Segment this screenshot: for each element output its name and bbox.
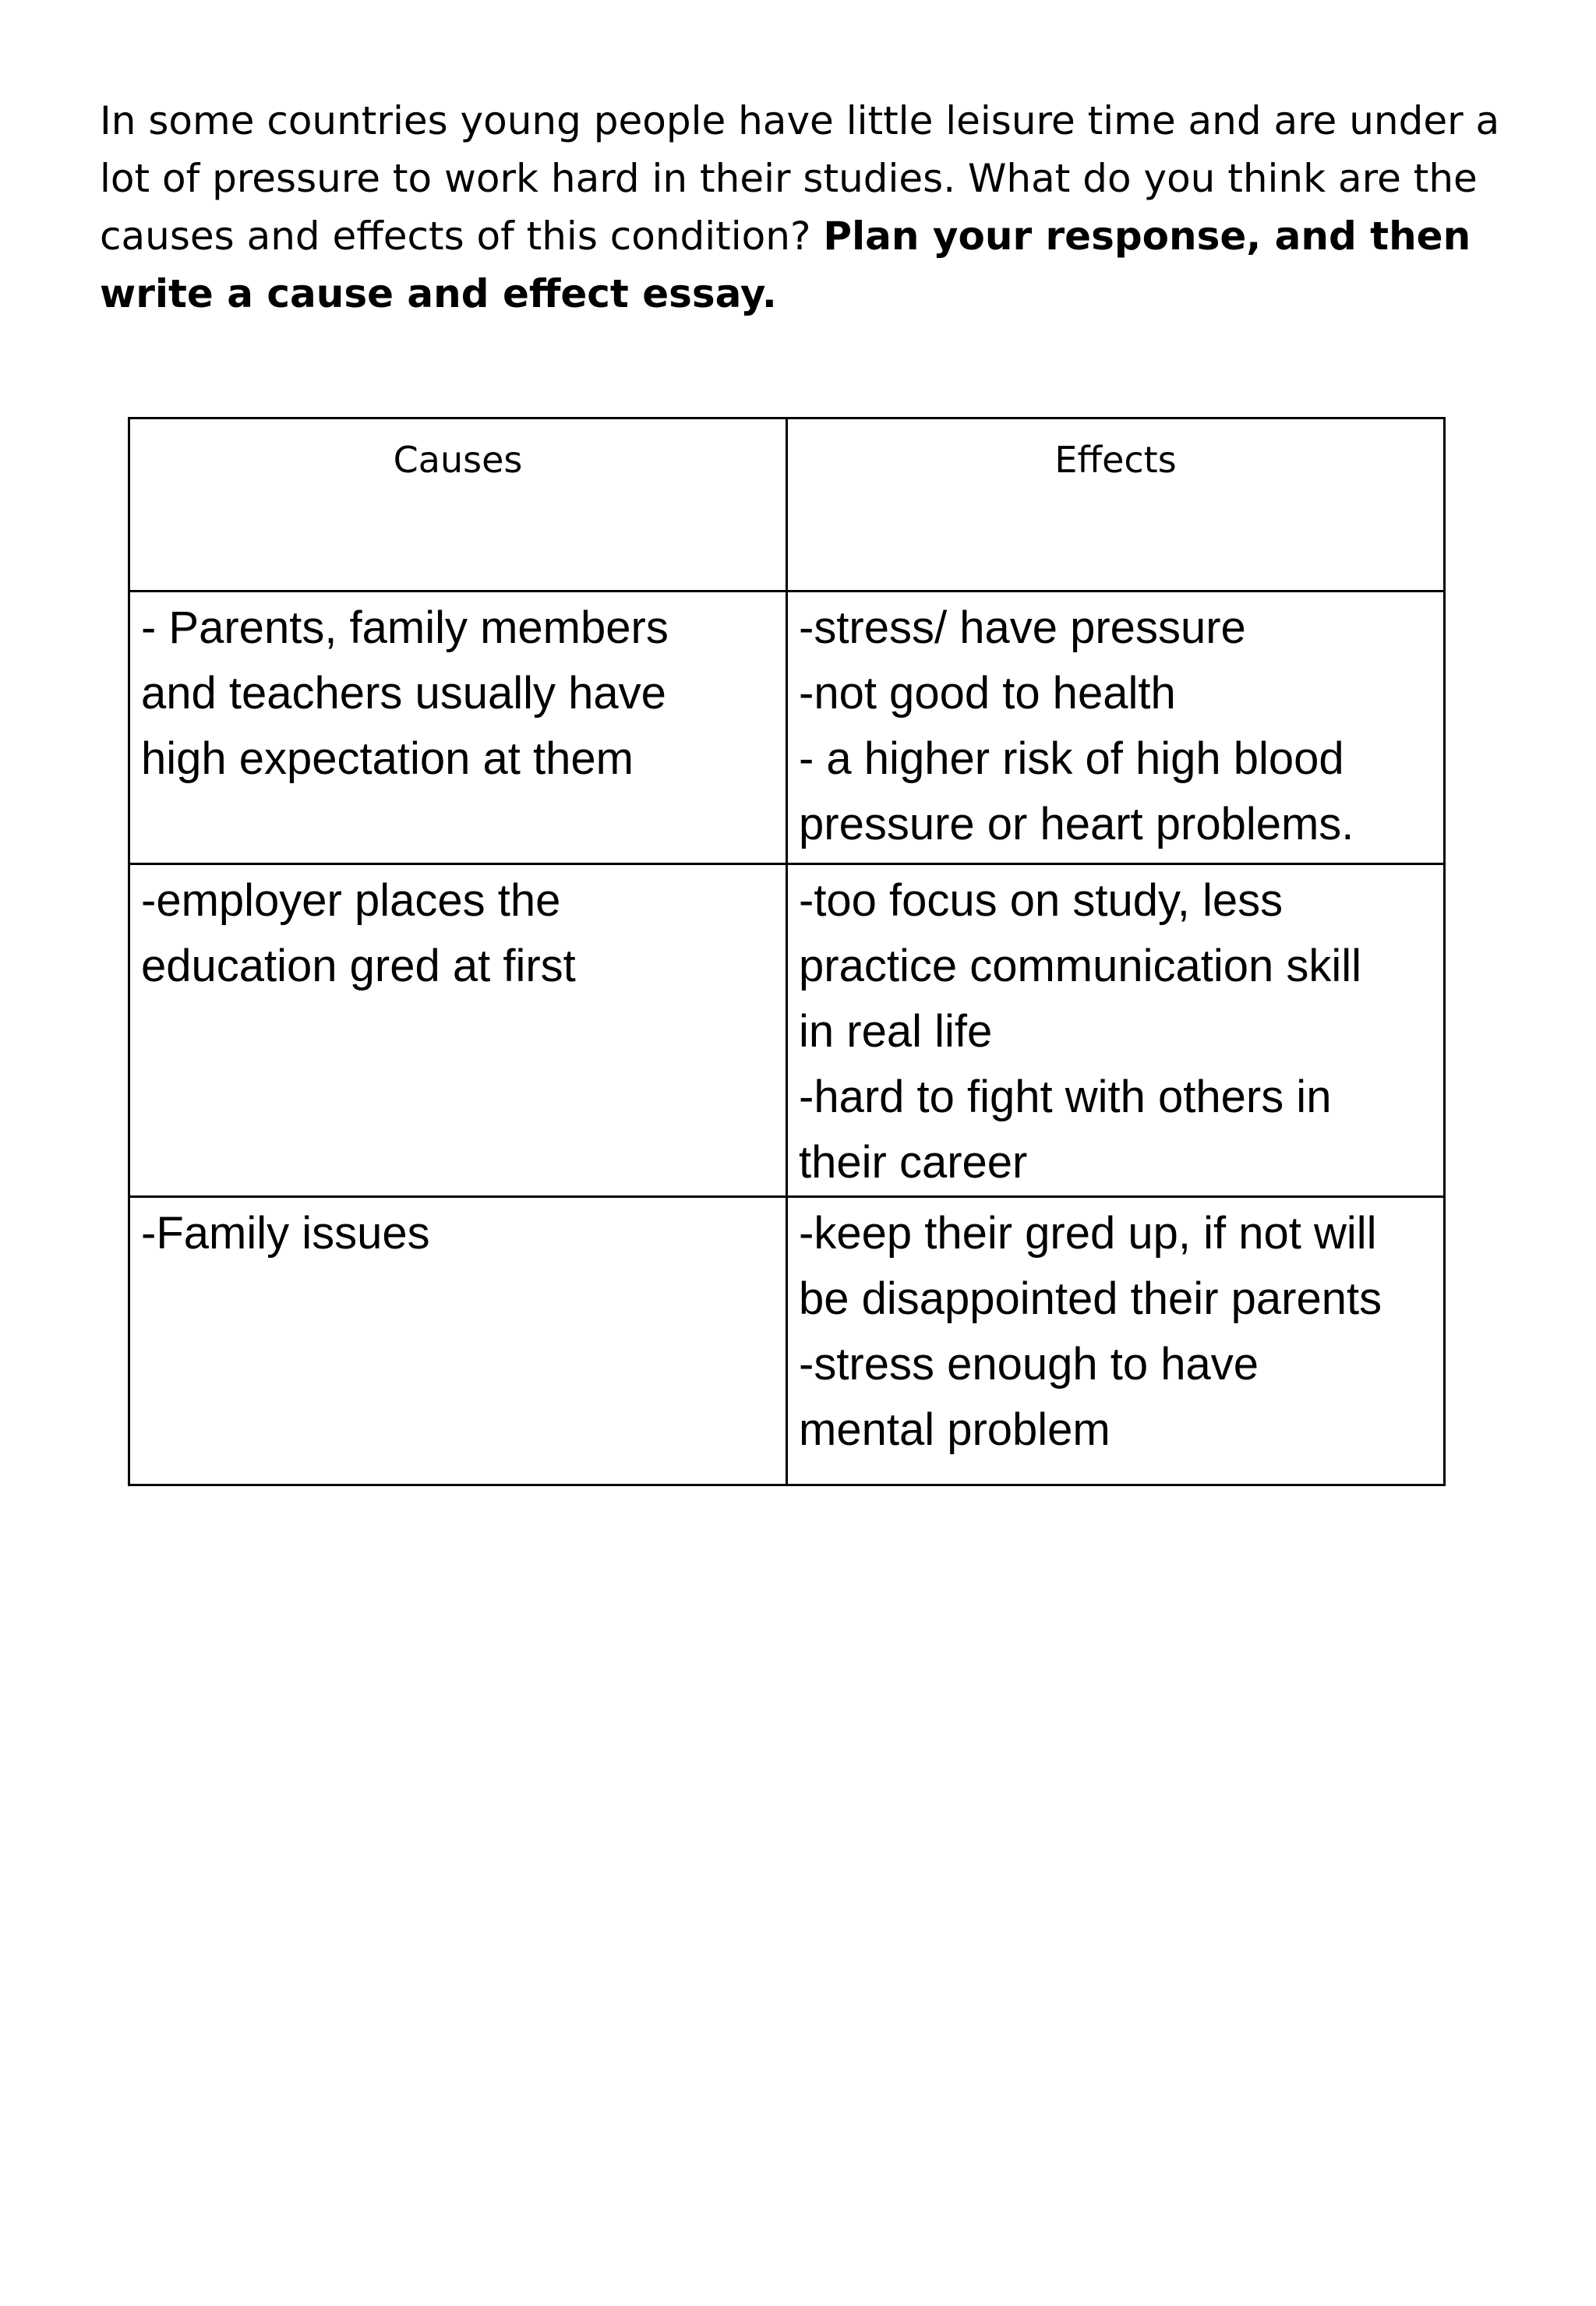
cause-line: high expectation at them [141,733,634,784]
effect-line: - a higher risk of high blood [799,733,1344,784]
cause-line: -Family issues [141,1208,430,1259]
table-header-row [129,418,1445,592]
cause-cell [129,1197,787,1485]
table-row [129,592,1445,864]
table-row [129,1197,1445,1485]
cause-cell [129,864,787,1197]
effect-line: in real life [799,1006,993,1057]
cause-line: and teachers usually have [141,668,666,719]
effect-line: be disappointed their parents [799,1273,1382,1324]
effect-cell [787,1197,1445,1485]
effect-line: their career [799,1137,1028,1188]
table-row [129,864,1445,1197]
prompt-text: In some countries young people have little leisure time and are under a lot of pressure to work hard in their studies. What do you think are the causes and effects of this condition? [100,98,1500,259]
effect-line: -too focus on study, less [799,875,1284,926]
effect-line: -stress/ have pressure [799,602,1246,653]
cause-line: -employer places the [141,875,561,926]
effects-header: Effects [787,418,1445,592]
effect-line: pressure or heart problems. [799,799,1354,849]
prompt-instruction: Plan your response, and then write a cause and effect essay. [100,214,1471,316]
essay-prompt [100,92,1549,323]
cause-effect-table [128,417,1446,1486]
effect-cell [787,592,1445,864]
effect-line: -keep their gred up, if not will [799,1208,1377,1259]
effect-cell [787,864,1445,1197]
effect-line: -hard to fight with others in [799,1072,1332,1122]
effect-line: -stress enough to have [799,1339,1259,1390]
cause-cell [129,592,787,864]
cause-line: education gred at first [141,941,576,991]
cause-line: - Parents, family members [141,602,669,653]
effect-line: mental problem [799,1404,1110,1455]
effect-line: practice communication skill [799,941,1362,991]
effect-line: -not good to health [799,668,1176,719]
causes-header: Causes [129,418,787,592]
